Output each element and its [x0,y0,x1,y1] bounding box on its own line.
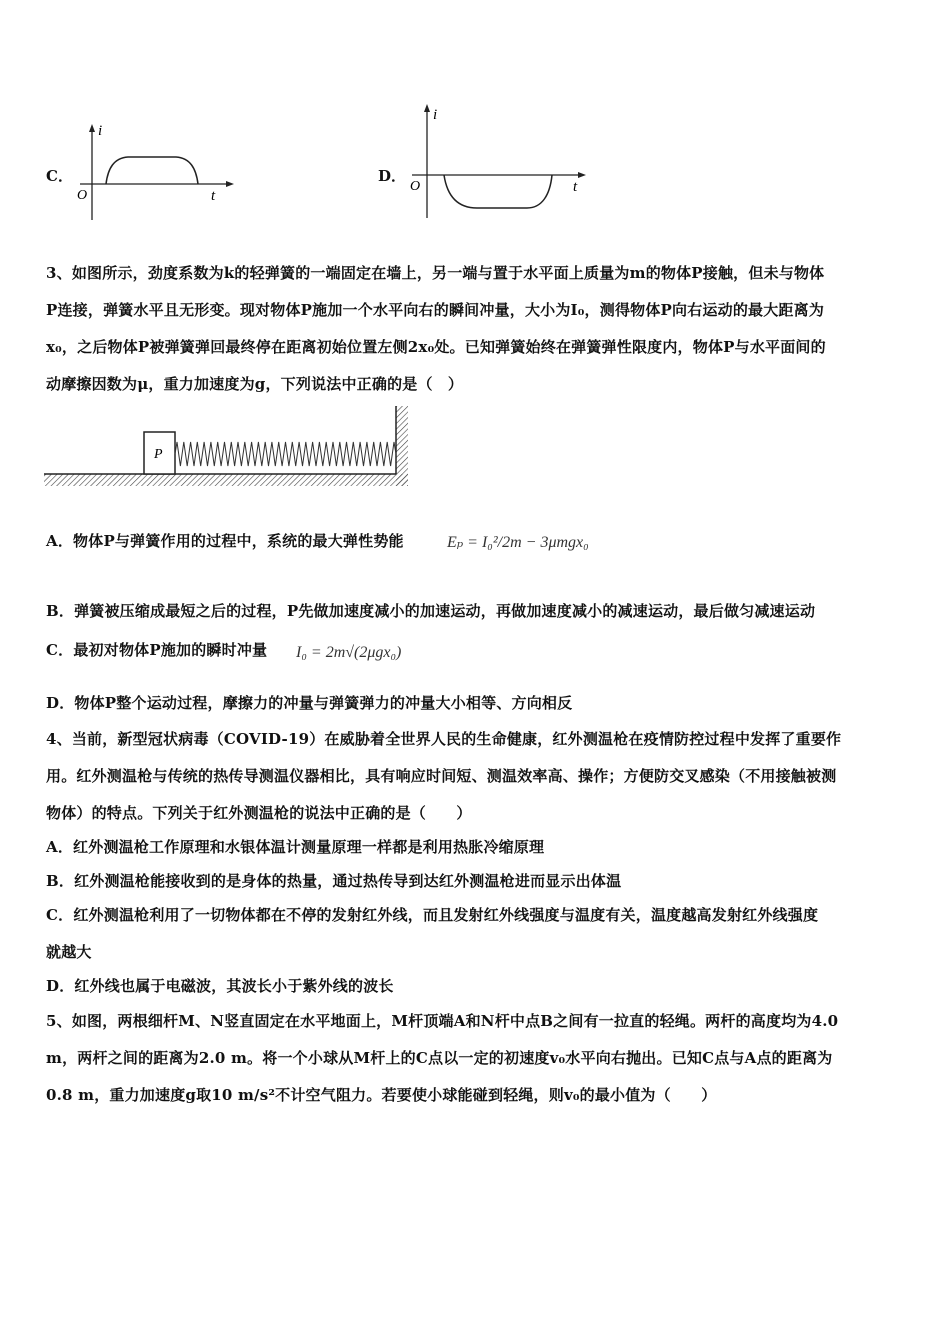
graph-d-i-label: i [433,107,438,123]
graph-d-t-arrow [578,172,586,178]
graph-c-curve [106,157,198,184]
ground-hatch [44,474,408,486]
graph-c-i-label: i [98,123,103,139]
q3-option-d: D．物体P整个运动过程，摩擦力的冲量与弹簧弹力的冲量大小相等、方向相反 [46,694,573,712]
q4-line-3: 物体）的特点。下列关于红外测温枪的说法中正确的是（ ） [46,804,472,822]
q3-option-b: B．弹簧被压缩成最短之后的过程，P先做加速度减小的加速运动，再做加速度减小的减速运动，最后做匀减速运动 [46,602,816,620]
graph-c-i-arrow [89,124,95,132]
option-d-label: D． [378,167,407,185]
q3-option-c: C．最初对物体P施加的瞬时冲量 [46,641,268,659]
graph-d-i-arrow [424,104,430,112]
q4-line-1: 4、当前，新型冠状病毒（COVID-19）在威胁着全世界人民的生命健康，红外测温枪在疫情防控过程中发挥了重要作 [46,730,842,748]
q5-line-3: 0.8 m，重力加速度g取10 m/s²不计空气阻力。若要使小球能碰到轻绳，则v₀的最小值为（ ） [46,1086,717,1104]
graph-d-curve [444,175,552,208]
q4-option-c-line-2: 就越大 [46,943,92,961]
q3-formula-a: Eₚ = I₀²/2m − 3μmgx₀ [447,534,589,551]
graph-c-t-arrow [226,181,234,187]
graph-c [70,120,240,225]
wall-hatch [396,406,408,486]
q3-line-1: 3、如图所示，劲度系数为k的轻弹簧的一端固定在墙上，另一端与置于水平面上质量为m的物体P接触，但未与物体 [46,264,825,282]
graph-c-origin: O [77,188,88,203]
graph-d [402,100,592,225]
q5-line-1: 5、如图，两根细杆M、N竖直固定在水平地面上，M杆顶端A和N杆中点B之间有一拉直的轻绳。两杆的高度均为4.0 [46,1012,839,1030]
q3-line-4: 动摩擦因数为μ，重力加速度为g，下列说法中正确的是（ ） [46,375,464,393]
q5-line-2: m，两杆之间的距离为2.0 m。将一个小球从M杆上的C点以一定的初速度v₀水平向右抛出。已知C点与A点的距离为 [46,1049,833,1067]
graph-c-t-label: t [211,188,216,204]
q4-option-d: D．红外线也属于电磁波，其波长小于紫外线的波长 [46,977,394,995]
q3-formula-c: I₀ = 2m√(2μgx₀) [296,644,402,661]
q4-line-2: 用。红外测温枪与传统的热传导测温仪器相比，具有响应时间短、测温效率高、操作；方便防交叉感染（不用接触被测 [46,767,837,785]
spring [175,442,396,466]
q3-option-a: A．物体P与弹簧作用的过程中，系统的最大弹性势能 [46,532,404,550]
q4-option-a: A．红外测温枪工作原理和水银体温计测量原理一样都是利用热胀冷缩原理 [46,838,545,856]
q4-option-b: B．红外测温枪能接收到的是身体的热量，通过热传导到达红外测温枪进而显示出体温 [46,872,622,890]
q4-option-c-line-1: C．红外测温枪利用了一切物体都在不停的发射红外线，而且发射红外线强度与温度有关，温度越高发射红外线强度 [46,906,819,924]
q3-line-2: P连接，弹簧水平且无形变。现对物体P施加一个水平向右的瞬间冲量，大小为I₀，测得物体P向右运动的最大距离为 [46,301,825,319]
block-p-label: P [154,447,163,462]
option-c-label: C． [46,167,73,185]
spring-diagram [44,402,412,494]
q3-line-3: x₀，之后物体P被弹簧弹回最终停在距离初始位置左侧2x₀处。已知弹簧始终在弹簧弹性限度内，物体P与水平面间的 [46,338,826,356]
graph-d-t-label: t [573,179,578,195]
graph-d-origin: O [410,179,421,194]
